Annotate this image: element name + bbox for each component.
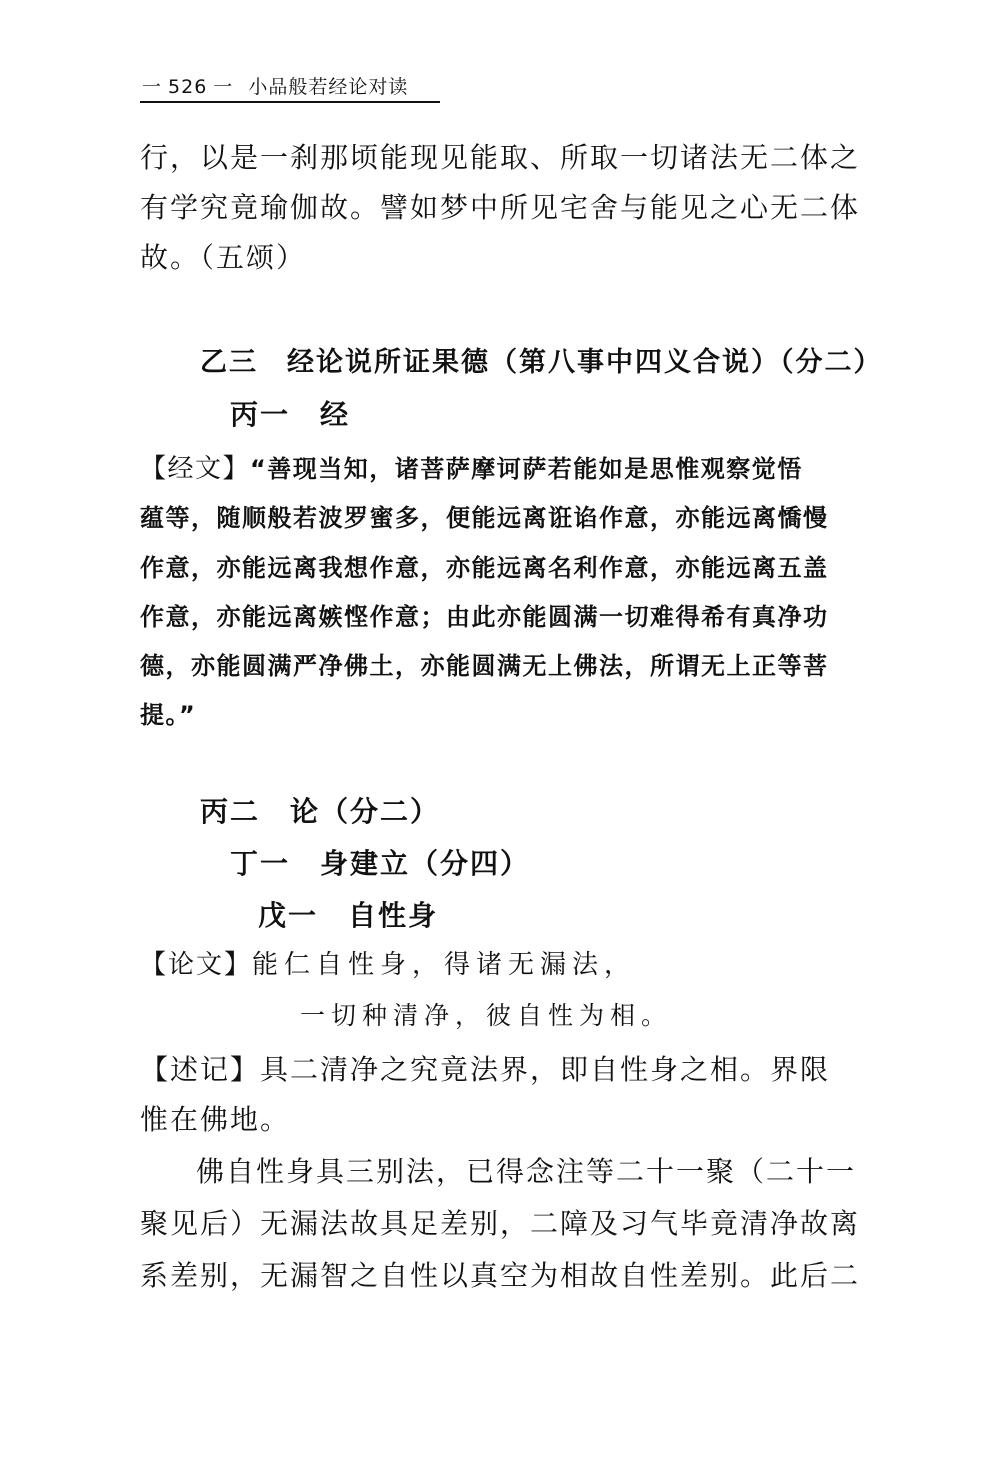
commentary-text: 具二清净之究竟法界，即自性身之相。界限 bbox=[260, 1053, 831, 1086]
header-dash: 一 bbox=[142, 76, 163, 98]
sutra-line: 德，亦能圆满严净佛土，亦能圆满无上佛法，所谓无上正等菩 bbox=[140, 652, 829, 680]
sutra-tag: 【经文】 bbox=[140, 454, 251, 484]
commentary-line: 佛自性身具三别法，已得念注等二十一聚（二十一 bbox=[196, 1155, 857, 1188]
section-heading-wu1: 戊一 自性身 bbox=[258, 899, 439, 932]
section-heading-bing2: 丙二 论（分二） bbox=[200, 795, 441, 828]
section-heading-ding1: 丁一 身建立（分四） bbox=[230, 847, 531, 880]
paragraph-line: 有学究竟瑜伽故。譬如梦中所见宅舍与能见之心无二体 bbox=[140, 191, 861, 224]
section-heading-yi3: 乙三 经论说所证果德（第八事中四义合说）（分二） bbox=[200, 347, 883, 378]
sutra-line: 作意，亦能远离我想作意，亦能远离名利作意，亦能远离五盖 bbox=[140, 554, 829, 582]
sutra-line: 蕴等，随顺般若波罗蜜多，便能远离诳谄作意，亦能远离憍慢 bbox=[140, 504, 829, 532]
sutra-line: 提。” bbox=[140, 701, 197, 729]
commentary-line: 惟在佛地。 bbox=[140, 1103, 291, 1136]
paragraph-line: 故。（五颂） bbox=[140, 241, 307, 274]
treatise-verse-line bbox=[140, 944, 636, 981]
paragraph-line: 行，以是一刹那顷能现见能取、所取一切诸法无二体之 bbox=[140, 141, 861, 174]
section-heading-bing1: 丙一 经 bbox=[230, 398, 351, 431]
commentary-line: 系差别，无漏智之自性以真空为相故自性差别。此后二 bbox=[140, 1259, 861, 1292]
treatise-tag: 【论文】 bbox=[140, 950, 253, 980]
verse-text: 能仁自性身，得诸无漏法， bbox=[252, 950, 637, 980]
commentary-line bbox=[140, 1048, 830, 1088]
commentary-tag: 【述记】 bbox=[140, 1053, 261, 1086]
commentary-line: 聚见后）无漏法故具足差别，二障及习气毕竟清净故离 bbox=[140, 1207, 861, 1240]
treatise-verse-line: 一切种清净，彼自性为相。 bbox=[300, 1001, 673, 1030]
header-rule bbox=[140, 101, 440, 103]
header-dash: 一 bbox=[213, 76, 234, 98]
page-number: 526 bbox=[168, 76, 208, 98]
sutra-line: 作意，亦能远离嫉悭作意；由此亦能圆满一切难得希有真净功 bbox=[140, 603, 829, 631]
sutra-text: “善现当知，诸菩萨摩诃萨若能如是思惟观察觉悟 bbox=[250, 455, 803, 483]
running-header bbox=[142, 72, 408, 99]
book-title: 小品般若经论对读 bbox=[248, 76, 409, 98]
sutra-line bbox=[140, 448, 803, 485]
